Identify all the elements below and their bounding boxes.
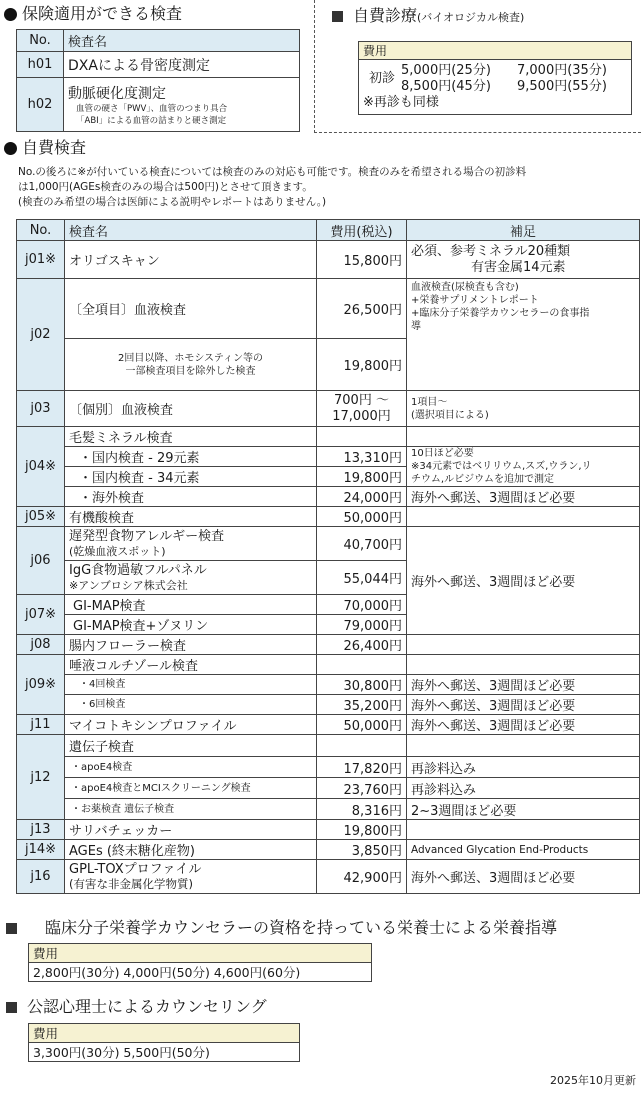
row-name: 有機酸検査 (65, 507, 317, 527)
row-fee: 55,044円 (317, 561, 407, 595)
row-sub: ・apoE4検査 (65, 757, 317, 778)
col-no: No. (17, 30, 64, 52)
row-name: 〔個別〕血液検査 (65, 391, 317, 427)
row-no: j14※ (17, 840, 65, 860)
row-sub: ・お薬検査 遺伝子検査 (65, 799, 317, 820)
row-name: DXAによる骨密度測定 (64, 52, 300, 78)
col-note: 補足 (407, 220, 640, 241)
nutrition-heading (6, 918, 557, 938)
row-fee: 700円 ～ (334, 392, 389, 408)
bio-price: 5,000円(25分) (401, 63, 491, 78)
row-sub: ・4回検査 (65, 675, 317, 695)
row-sub: 血管の硬さ「PWV」、血管のつまり具合 (76, 103, 228, 114)
square-bullet-icon (6, 1002, 17, 1013)
row-note: 海外へ郵送、3週間ほど必要 (407, 695, 640, 715)
row-no: j07※ (17, 595, 65, 635)
row-sub: ・海外検査 (65, 487, 317, 507)
row-name: IgG食物過敏フルパネル (69, 562, 207, 578)
row-fee: 19,800円 (317, 467, 407, 487)
row-no: j02 (17, 279, 65, 391)
row-note: 再診料込み (407, 778, 640, 799)
col-name: 検査名 (65, 220, 317, 241)
row-fee: 17,000円 (332, 408, 391, 424)
row-note: 海外へ郵送、3週間ほど必要 (407, 675, 640, 695)
row-note: +栄養サプリメントレポート (411, 295, 539, 306)
row-name: AGEs (終末糖化産物) (65, 840, 317, 860)
selfpay-title: 自費検査 (22, 138, 87, 157)
insurance-title: 保険適用ができる検査 (22, 4, 183, 23)
row-fee: 13,310円 (317, 447, 407, 467)
row-name: マイコトキシンプロファイル (65, 715, 317, 735)
note-line: (検査のみ希望の場合は医師による説明やレポートはありません。) (18, 196, 327, 208)
row-no: j12 (17, 735, 65, 820)
row-note: 海外へ郵送、3週間ほど必要 (407, 527, 640, 635)
row-sub: ※アンブロシア株式会社 (69, 578, 188, 592)
bio-note: ※再診も同様 (363, 95, 439, 110)
row-note: 有害金属14元素 (471, 259, 566, 275)
bio-price: 8,500円(45分) (401, 79, 491, 94)
row-name: 毛髪ミネラル検査 (65, 427, 317, 447)
row-note: 1項目～ (411, 396, 448, 408)
row-fee: 23,760円 (317, 778, 407, 799)
bio-fee-table (358, 41, 632, 115)
row-name: 唾液コルチゾール検査 (65, 655, 317, 675)
fee-label: 費用 (29, 944, 372, 963)
row-sub: 2回目以降、ホモシスティン等の (117, 352, 264, 364)
selfpay-table (16, 219, 640, 894)
row-no: j13 (17, 820, 65, 840)
row-sub: (有害な非金属化学物質) (69, 876, 193, 891)
row-note: 海外へ郵送、3週間ほど必要 (407, 487, 640, 507)
col-fee: 費用(税込) (317, 220, 407, 241)
row-fee: 70,000円 (317, 595, 407, 615)
row-name: 腸内フローラー検査 (65, 635, 317, 655)
counseling-fee-table (28, 1023, 300, 1062)
row-no: j04※ (17, 427, 65, 507)
row-fee: 30,800円 (317, 675, 407, 695)
first-visit-label: 初診 (368, 71, 395, 86)
row-note: Advanced Glycation End-Products (407, 840, 640, 860)
row-fee: 24,000円 (317, 487, 407, 507)
note-line: No.の後ろに※が付いている検査については検査のみの対応も可能です。検査のみを希望される場合の初診料 (18, 166, 527, 178)
counseling-heading (6, 997, 267, 1017)
selfpay-notes (18, 165, 638, 210)
row-fee: 26,500円 (317, 279, 407, 339)
insurance-heading (4, 4, 182, 24)
nutrition-fee-table (28, 943, 372, 982)
row-fee: 42,900円 (317, 860, 407, 894)
row-name: サリバチェッカー (65, 820, 317, 840)
row-sub: ・国内検査 - 34元素 (65, 467, 317, 487)
col-no: No. (17, 220, 65, 241)
row-no: j05※ (17, 507, 65, 527)
row-name: GPL-TOXプロファイル (69, 861, 202, 877)
row-note: +臨床分子栄養学カウンセラーの食事指 (411, 308, 590, 319)
row-fee: 40,700円 (317, 527, 407, 561)
row-no: h02 (17, 78, 64, 132)
row-name: 動脈硬化度測定 (68, 85, 166, 102)
row-sub: 「ABI」による血管の詰まりと硬さ測定 (76, 115, 227, 126)
row-no: j11 (17, 715, 65, 735)
row-fee: 26,400円 (317, 635, 407, 655)
updated-date: 2025年10月更新 (550, 1074, 636, 1087)
row-note: 海外へ郵送、3週間ほど必要 (407, 860, 640, 894)
row-fee: 19,800円 (317, 339, 407, 391)
row-note: (選択項目による) (411, 409, 489, 421)
square-bullet-icon (332, 11, 343, 22)
row-name: GI-MAP検査 (65, 595, 317, 615)
counseling-title: 公認心理士によるカウンセリング (27, 997, 267, 1016)
row-fee: 8,316円 (317, 799, 407, 820)
row-no: j01※ (17, 241, 65, 279)
row-note: 10日ほど必要 (411, 448, 474, 459)
selfpay-heading (4, 138, 86, 158)
row-fee: 3,850円 (317, 840, 407, 860)
row-note: 血液検査(尿検査も含む) (411, 282, 519, 293)
bullet-icon (4, 142, 17, 155)
row-no: h01 (17, 52, 64, 78)
row-fee: 50,000円 (317, 715, 407, 735)
row-no: j08 (17, 635, 65, 655)
row-fee: 15,800円 (317, 241, 407, 279)
row-name: 遺伝子検査 (65, 735, 317, 757)
row-sub: ・6回検査 (65, 695, 317, 715)
row-no: j16 (17, 860, 65, 894)
nutrition-prices: 2,800円(30分) 4,000円(50分) 4,600円(60分) (29, 963, 372, 982)
row-sub: (乾燥血液スポット) (69, 544, 166, 558)
bio-title: 自費診療 (353, 6, 418, 25)
note-line: は1,000円(AGEs検査のみの場合は500円)とさせて頂きます。 (18, 181, 313, 193)
row-fee: 79,000円 (317, 615, 407, 635)
row-name: GI-MAP検査+ゾヌリン (65, 615, 317, 635)
row-note: ※34元素ではベリリウム,スズ,ウラン,リ (411, 461, 592, 472)
row-fee: 17,820円 (317, 757, 407, 778)
row-fee: 50,000円 (317, 507, 407, 527)
counseling-prices: 3,300円(30分) 5,500円(50分) (29, 1043, 300, 1062)
square-bullet-icon (6, 923, 17, 934)
row-sub: ・国内検査 - 29元素 (65, 447, 317, 467)
nutrition-title: 臨床分子栄養学カウンセラーの資格を持っている栄養士による栄養指導 (45, 918, 558, 937)
fee-label: 費用 (359, 42, 632, 60)
row-no: j03 (17, 391, 65, 427)
row-sub: ・apoE4検査とMCIスクリーニング検査 (65, 778, 317, 799)
row-name: オリゴスキャン (65, 241, 317, 279)
insurance-table (16, 29, 300, 132)
row-no: j09※ (17, 655, 65, 715)
row-note: 海外へ郵送、3週間ほど必要 (407, 715, 640, 735)
bio-price: 9,500円(55分) (517, 79, 607, 94)
bio-price: 7,000円(35分) (517, 63, 607, 78)
row-name: 〔全項目〕血液検査 (65, 279, 317, 339)
row-no: j06 (17, 527, 65, 595)
bullet-icon (4, 8, 17, 21)
row-sub: 一部検査項目を除外した検査 (125, 365, 256, 377)
col-name: 検査名 (64, 30, 300, 52)
row-note: 再診料込み (407, 757, 640, 778)
row-note: チウム,ルビジウムを追加で測定 (411, 474, 554, 485)
row-note: 導 (411, 321, 421, 332)
fee-label: 費用 (29, 1024, 300, 1043)
bio-title-small: (バイオロジカル検査) (417, 11, 525, 24)
row-note: 2~3週間ほど必要 (407, 799, 640, 820)
row-note: 必須、参考ミネラル20種類 (411, 243, 571, 259)
row-fee: 19,800円 (317, 820, 407, 840)
bio-heading (332, 6, 524, 28)
row-name: 遅発型食物アレルギー検査 (69, 528, 225, 544)
row-fee: 35,200円 (317, 695, 407, 715)
